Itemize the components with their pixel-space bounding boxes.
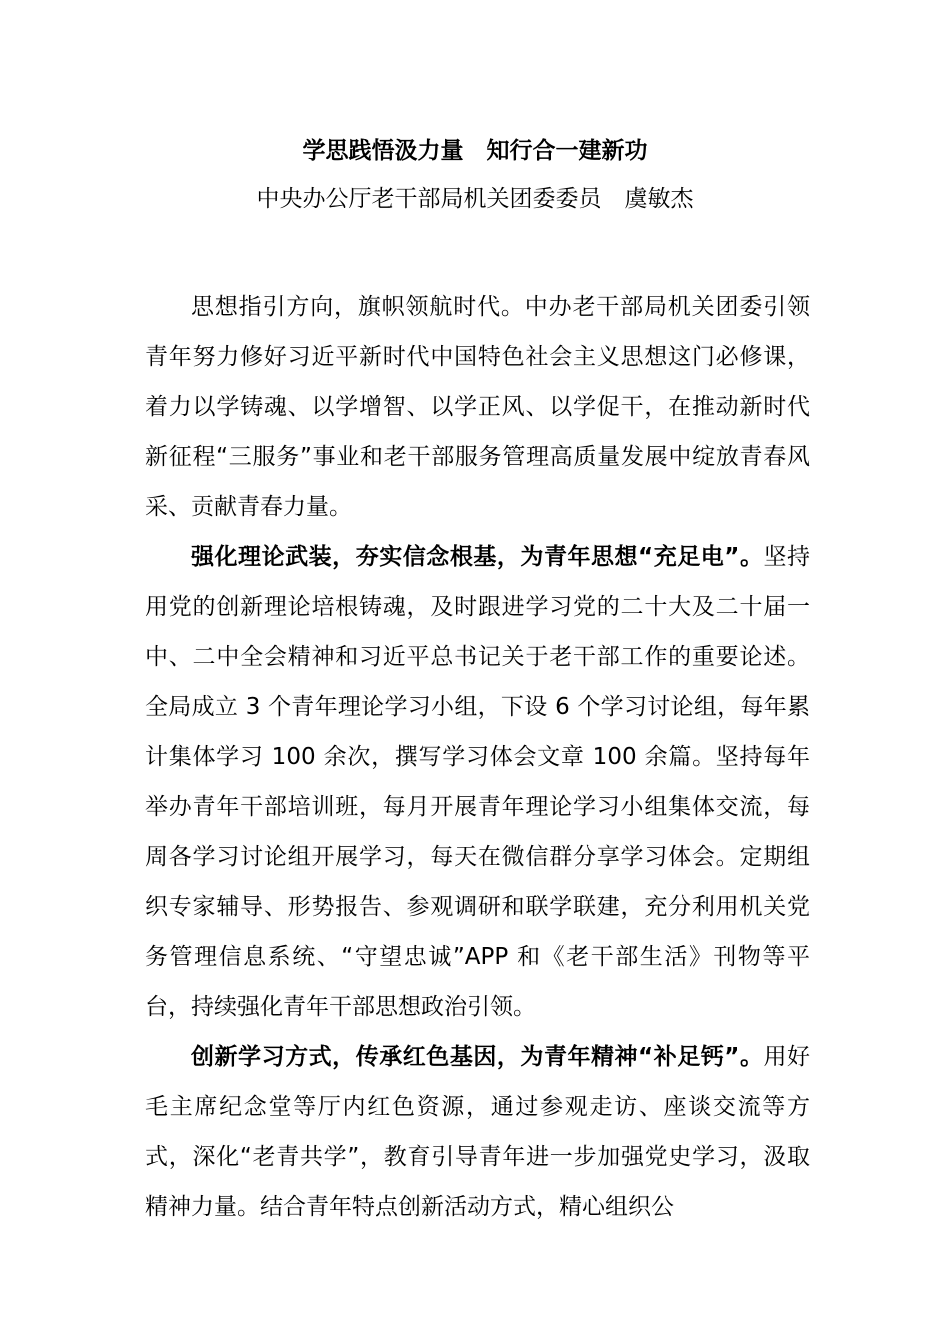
paragraph-lead: 创新学习方式，传承红色基因，为青年精神“补足钙”。 <box>191 1044 764 1070</box>
paragraph-text: 坚持用党的创新理论培根铸魂，及时跟进学习党的二十大及二十届一中、二中全会精神和习近平总书记关于老干部工作的重要论述。全局成立 3 个青年理论学习小组，下设 6 个学习讨论组，每年累计集体学习 100 余次，撰写学习体会文章 100 余篇。坚持每年举办青年干部培训班，每月开展青年理论学习小组集体交流，每周各学习讨论组开展学习，每天在微信群分享学习体会。定期组织专家辅导、形势报告、参观调研和联学联建，充分利用机关党务管理信息系统、“守望忠诚”APP 和《老干部生活》刊物等平台，持续强化青年干部思想政治引领。 <box>145 544 810 1020</box>
document-title: 学思践悟汲力量 知行合一建新功 <box>302 138 648 164</box>
paragraph-lead: 强化理论武装，夯实信念根基，为青年思想“充足电”。 <box>191 544 764 570</box>
paragraph-theory <box>145 532 810 1032</box>
document-body <box>145 282 810 1232</box>
paragraph-text: 用好毛主席纪念堂等厅内红色资源，通过参观走访、座谈交流等方式，深化“老青共学”，教育引导青年进一步加强党史学习，汲取精神力量。结合青年特点创新活动方式，精心组织公 <box>145 1044 810 1220</box>
paragraph-intro <box>145 282 810 532</box>
paragraph-text: 思想指引方向，旗帜领航时代。中办老干部局机关团委引领青年努力修好习近平新时代中国特色社会主义思想这门必修课，着力以学铸魂、以学增智、以学正风、以学促干，在推动新时代新征程“三服务”事业和老干部服务管理高质量发展中绽放青春风采、贡献青春力量。 <box>145 294 810 520</box>
author-line: 中央办公厅老干部局机关团委委员 虞敏杰 <box>256 186 694 212</box>
paragraph-learning <box>145 1032 810 1232</box>
